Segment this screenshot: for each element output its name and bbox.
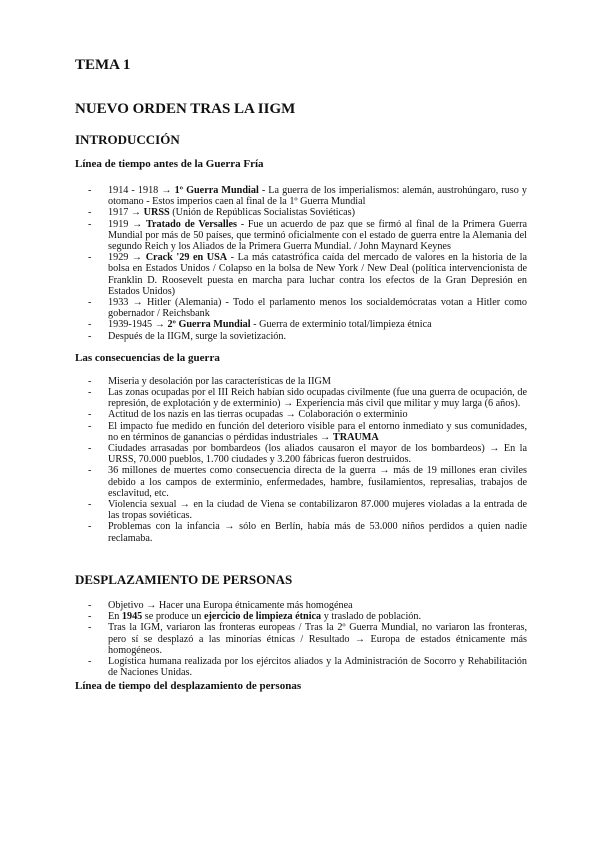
list-item: - 1919 → Tratado de Versalles - Fue un acuerdo de paz que se firmó al final de la Primera Guerra Mundial por más de 50 países, que terminó oficialmente con el estado de guerra entre la Alemania del segundo Reich y los Aliados de la Primera Guerra Mundial. / John Maynard Keynes [75, 219, 527, 253]
section-heading-introduccion: INTRODUCCIÓN [75, 132, 180, 147]
list-item: - El impacto fue medido en función del deterioro visible para el entorno inmediato y sus comunidades, no en términos de ganancias o pérdidas industriales → TRAUMA [75, 421, 527, 443]
list-item: - En 1945 se produce un ejercicio de limpieza étnica y traslado de población. [75, 611, 527, 622]
list-item: - Objetivo → Hacer una Europa étnicamente más homogénea [75, 600, 527, 611]
subheading-consecuencias: Las consecuencias de la guerra [75, 351, 220, 364]
displacement-list [75, 600, 527, 678]
list-item: - 1917 → URSS (Unión de Repúblicas Socialistas Soviéticas) [75, 207, 527, 218]
list-item: - 1929 → Crack '29 en USA - La más catastrófica caída del mercado de valores en la historia de la bolsa en Estados Unidos / Colapso en la bolsa de New York / New Deal (política intervencionista de Franklin D. Roosevelt puesta en marcha para luchar contra los efectos de la Gran Depresión en Estados Unidos) [75, 252, 527, 297]
list-item: - Actitud de los nazis en las tierras ocupadas → Colaboración o exterminio [75, 409, 527, 420]
consequences-list [75, 376, 527, 544]
list-item: - Violencia sexual → en la ciudad de Viena se contabilizaron 87.000 mujeres violadas a la entrada de las tropas soviéticas. [75, 499, 527, 521]
section-heading-desplazamiento: DESPLAZAMIENTO DE PERSONAS [75, 571, 293, 587]
list-item: - Problemas con la infancia → sólo en Berlín, había más de 53.000 niños perdidos a quien nadie reclamaba. [75, 521, 527, 543]
list-item: - 1939-1945 → 2º Guerra Mundial - Guerra de exterminio total/limpieza étnica [75, 319, 527, 330]
list-item: - Logística humana realizada por los ejércitos aliados y la Administración de Socorro y Rehabilitación de Naciones Unidas. [75, 656, 527, 678]
subheading-timeline-cold-war: Línea de tiempo antes de la Guerra Fría [75, 158, 264, 170]
tema-label: TEMA 1 [75, 57, 131, 73]
timeline-list [75, 185, 527, 342]
list-item: - Miseria y desolación por las características de la IIGM [75, 376, 527, 387]
list-item: - 1914 - 1918 → 1º Guerra Mundial - La guerra de los imperialismos: alemán, austrohúngaro, ruso y otomano - Estos imperios caen al final de la 1º Guerra Mundial [75, 185, 527, 207]
list-item: - Ciudades arrasadas por bombardeos (los aliados causaron el mayor de los bombardeos) → En la URSS, 70.000 pueblos, 1.700 ciudades y 3.200 fábricas fueron destruidos. [75, 443, 527, 465]
list-item: - Tras la IGM, variaron las fronteras europeas / Tras la 2º Guerra Mundial, no variaron las fronteras, pero sí se desplazó a las minorías étnicas / Resultado → Europa de estados étnicamente más homogéneos. [75, 622, 527, 656]
list-item: - 36 millones de muertes como consecuencia directa de la guerra → más de 19 millones eran civiles debido a los campos de exterminio, enfermedades, hambre, fusilamientos, represalias, trabajos de esclavitud, etc. [75, 465, 527, 499]
document-page [75, 56, 527, 693]
list-item: - 1933 → Hitler (Alemania) - Todo el parlamento menos los socialdemócratas votan a Hitler como gobernador / Reichsbank [75, 297, 527, 319]
subheading-timeline-displacement: Línea de tiempo del desplazamiento de personas [75, 680, 302, 693]
document-title: NUEVO ORDEN TRAS LA IIGM [75, 101, 296, 117]
list-item: - Las zonas ocupadas por el III Reich habían sido ocupadas civilmente (fue una guerra de ocupación, de represión, de explotación y de exterminio) → Experiencia más civil que militar y muy larga (6 años). [75, 387, 527, 409]
list-item: - Después de la IIGM, surge la sovietización. [75, 331, 527, 342]
